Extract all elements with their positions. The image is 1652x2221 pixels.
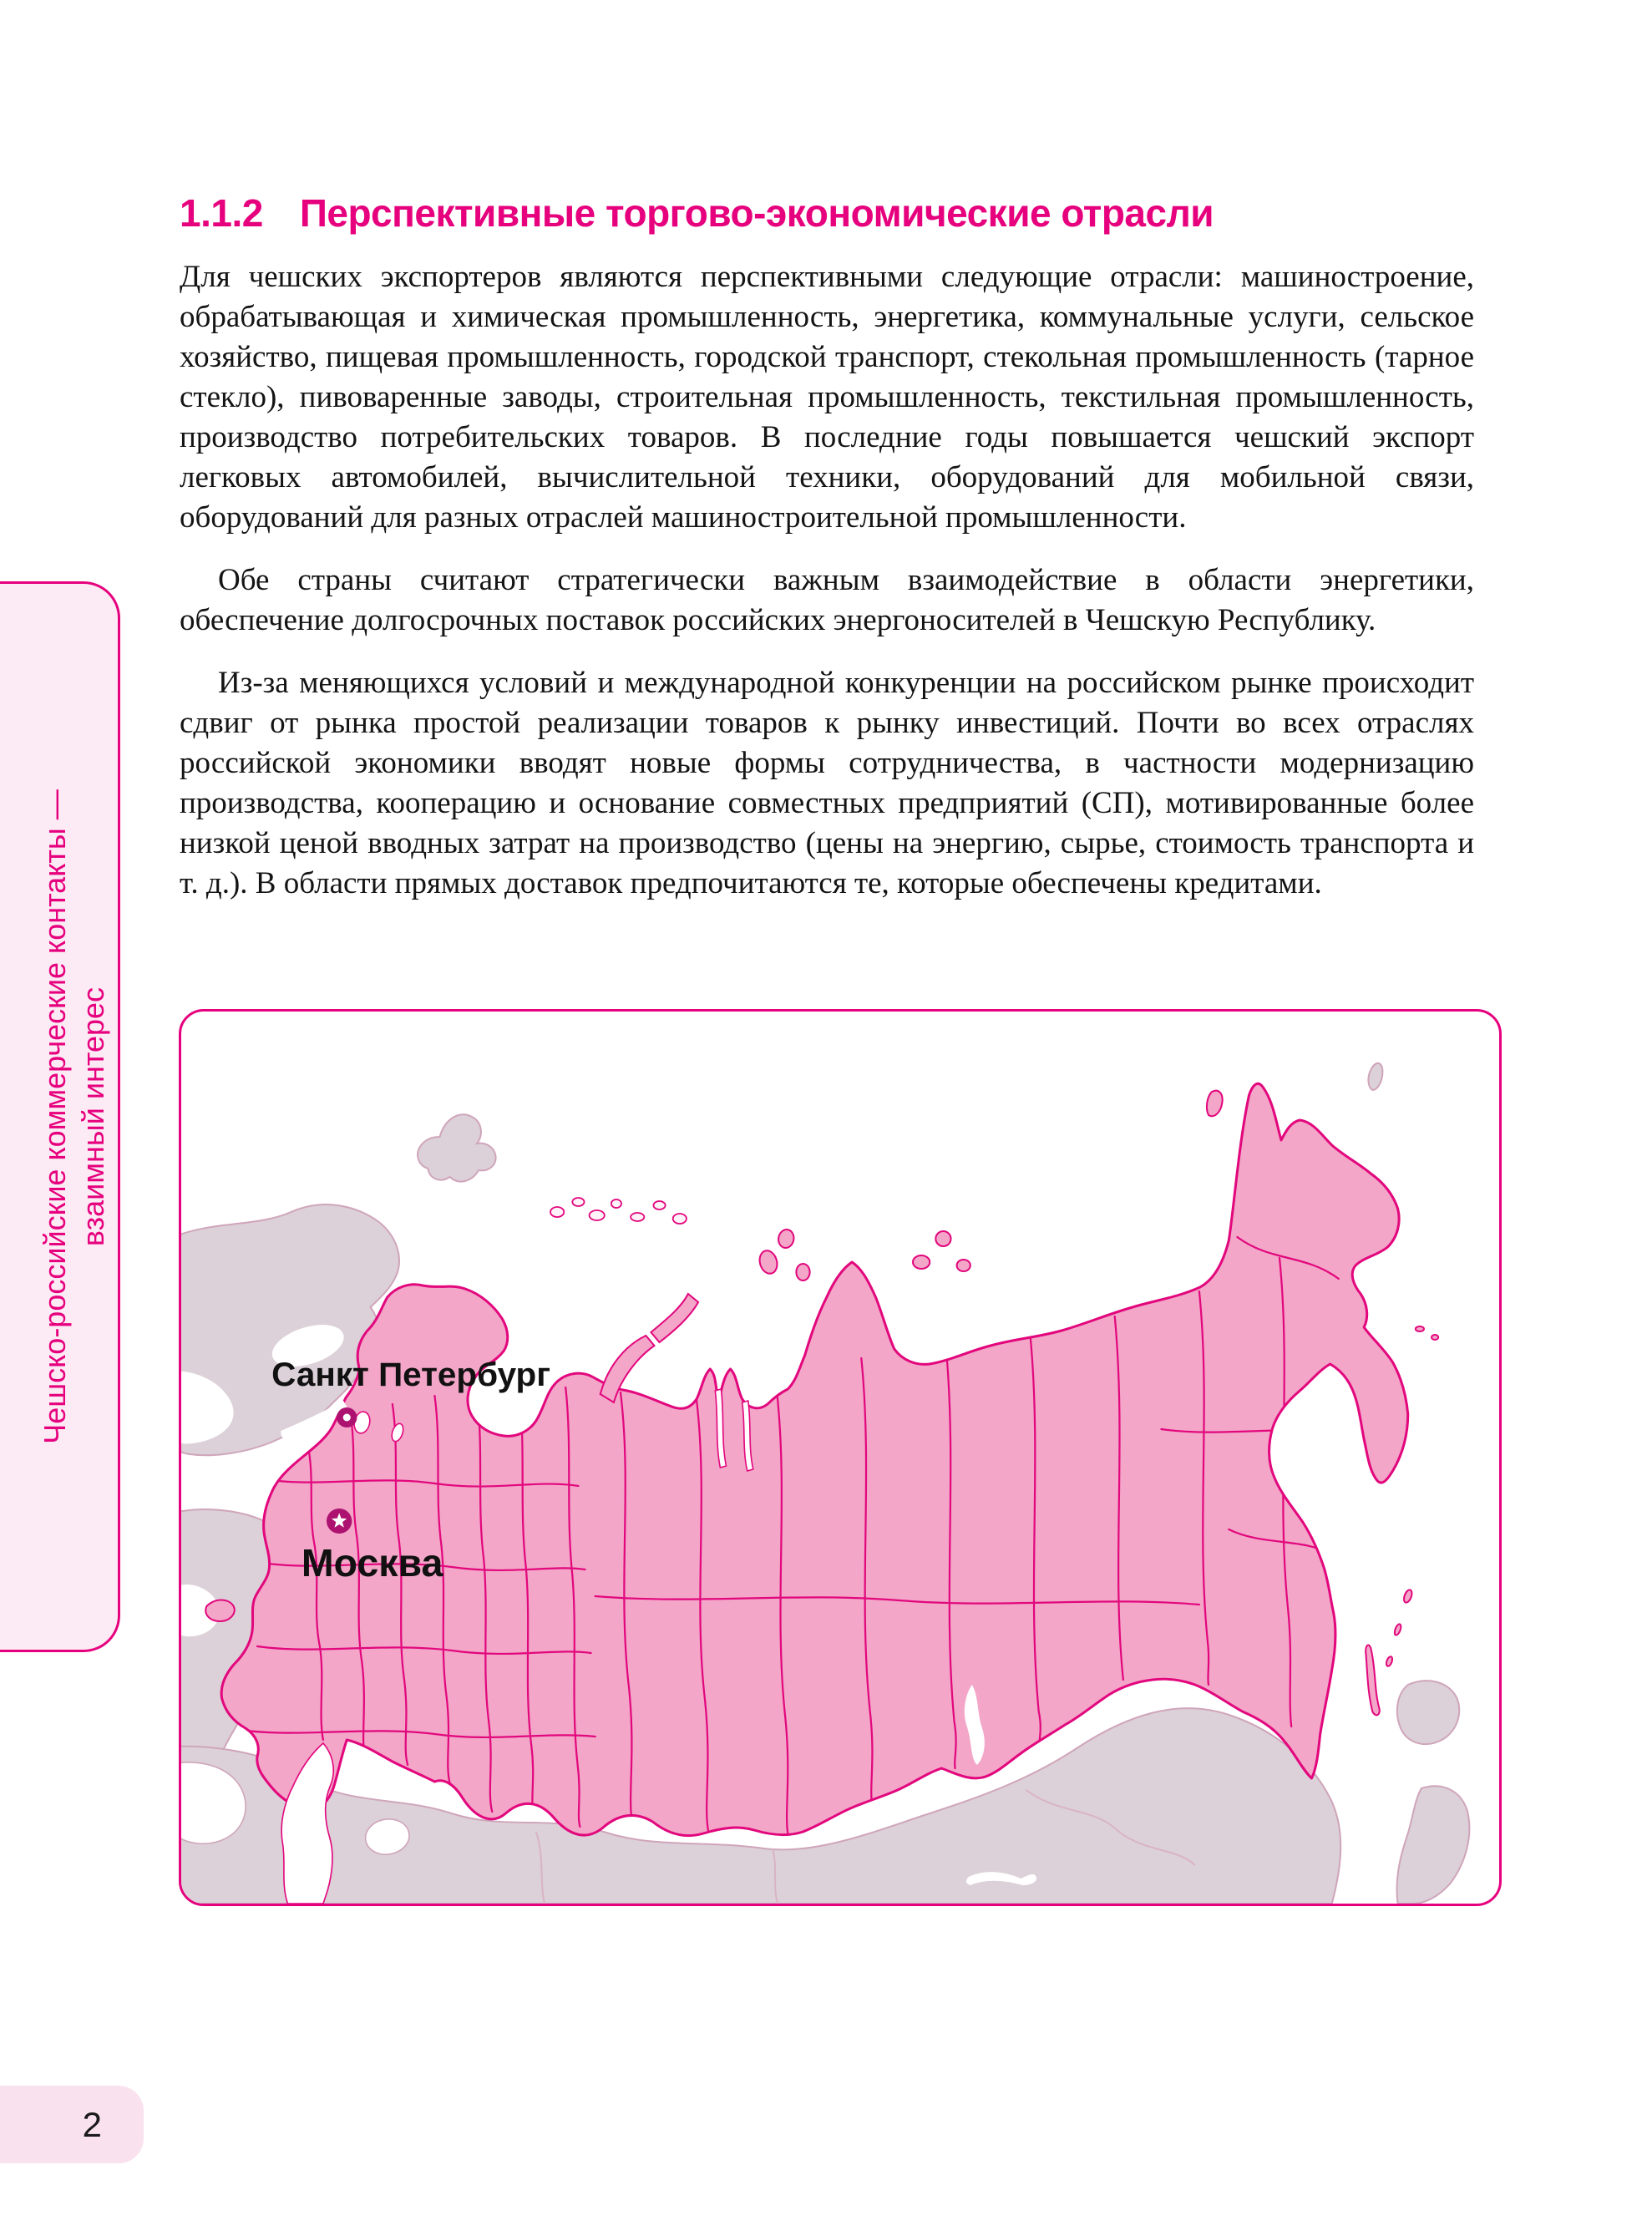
severnaya-zemlya <box>758 1229 810 1280</box>
commander-islands <box>1416 1326 1438 1340</box>
city-label-saint-petersburg: Санкт Петербург <box>271 1356 551 1393</box>
svalbard-islands <box>418 1114 495 1181</box>
kaliningrad-region <box>205 1600 234 1622</box>
paragraph: Для чешских экспортеров являются перспективными следующие отрасли: машиностроение, обрабатывающая и химическая промышленность, энергетика, коммунальные услуги, сельское хозяйство, пищевая промышленность, городской транспорт, стекольная промышленность (тарное стекло), пивоваренные заводы, строительная промышленность, текстильная промышленность, производство потребительских товаров. В последние годы повышается чешский экспорт легковых автомобилей, вычислительной техники, оборудований для мобильной связи, оборудований для разных отраслей машиностроительной промышленности. <box>180 260 1474 535</box>
chapter-side-tab-line1: Чешско-российские коммерческие контакты — <box>37 789 72 1444</box>
sakhalin-island <box>1366 1645 1380 1716</box>
page-number-badge <box>0 2086 144 2163</box>
franz-josef-land <box>550 1198 687 1224</box>
new-siberian-islands <box>913 1231 970 1271</box>
city-label-moscow: Москва <box>301 1541 443 1585</box>
wrangel-island <box>1368 1063 1382 1090</box>
russia-map-figure <box>179 1009 1502 1906</box>
paragraph: Обе страны считают стратегически важным взаимодействие в области энергетики, обеспечение долгосрочных поставок российских энергоносителей в Чешскую Республику. <box>180 563 1474 637</box>
section-number: 1.1.2 <box>180 191 263 235</box>
russia-map <box>181 1012 1499 1904</box>
japan-hokkaido <box>1397 1681 1459 1744</box>
chapter-side-tab-label <box>36 599 113 1635</box>
city-dot-center <box>343 1414 351 1422</box>
kuril-islands <box>1386 1589 1414 1667</box>
novaya-zemlya-north <box>651 1294 698 1342</box>
page-number: 2 <box>82 2104 102 2144</box>
chapter-side-tab <box>0 581 120 1652</box>
body-text <box>180 257 1474 926</box>
japan-honshu <box>1397 1786 1470 1904</box>
chukotka-islet <box>1207 1091 1223 1116</box>
section-heading <box>180 192 1482 235</box>
section-title: Перспективные торгово-экономические отрасли <box>299 191 1214 235</box>
chapter-side-tab-line2: взаимный интерес <box>76 986 110 1247</box>
paragraph: Из-за меняющихся условий и международной конкуренции на российском рынке происходит сдвиг от рынка простой реализации товаров к рынку инвестиций. Почти во всех отраслях российской экономики вводят новые формы сотрудничества, в частности модернизацию производства, кооперацию и основание совместных предприятий (СП), мотивированные более низкой ценой вводных затрат на производство (цены на энергию, сырье, стоимость транспорта и т. д.). В области прямых доставок предпочитаются те, которые обеспечены кредитами. <box>180 666 1474 900</box>
